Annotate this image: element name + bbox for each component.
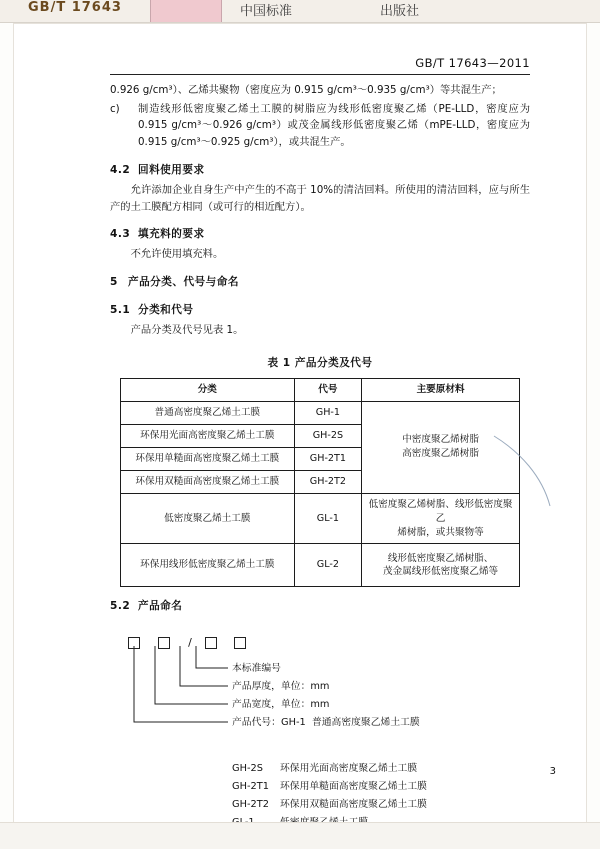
table-header-category: 分类 [121,379,295,402]
section-number-5-1: 5.1 [110,304,131,317]
material-line-2: 高密度聚乙烯树脂 [402,448,479,460]
cell-category: 环保用光面高密度聚乙烯土工膜 [121,424,295,447]
cell-code: GH-2T2 [294,470,362,493]
cell-material [362,493,520,544]
table-row [121,402,520,425]
section-heading-4-3 [110,226,530,243]
section-title-5-2: 产品命名 [138,600,183,613]
scan-strip-3: 中国标准 [240,4,293,19]
scan-top-edge [0,0,600,23]
product-classification-table [120,378,520,587]
cell-code: GH-2T1 [294,447,362,470]
header-rule [110,74,530,75]
section-heading-5-2 [110,598,530,615]
cell-code: GH-2S [294,424,362,447]
naming-callout-code-label [232,715,420,731]
table-row [121,493,520,544]
product-naming-diagram [110,630,530,840]
cell-category: 环保用双糙面高密度聚乙烯土工膜 [121,470,295,493]
section-title-4-3: 填充料的要求 [138,228,205,241]
section-body-5-1: 产品分类及代号见表 1。 [130,324,244,337]
cell-category: 环保用线形低密度聚乙烯土工膜 [121,544,295,587]
cell-code: GL-2 [294,544,362,587]
naming-code: GH-2T2 [232,798,269,810]
scan-bottom-edge [0,822,600,849]
cell-material [362,544,520,587]
section-heading-5 [110,274,530,291]
cell-category: 低密度聚乙烯土工膜 [121,493,295,544]
list-item-c [110,101,530,151]
section-number-5-2: 5.2 [110,600,131,613]
section-heading-5-1 [110,302,530,319]
material-line-2: 烯树脂，或共聚物等 [397,526,484,538]
section-title-5-1: 分类和代号 [138,304,194,317]
cell-code: GL-1 [294,493,362,544]
scan-strip-1: GB/T 17643 [28,0,122,15]
table-header-code: 代号 [294,379,362,402]
naming-code-desc: 环保用双糙面高密度聚乙烯土工膜 [280,798,427,810]
naming-code-prefix: 产品代号： [232,716,281,728]
table-header-material: 主要原材料 [362,379,520,402]
material-line-1: 线形低密度聚乙烯树脂、 [387,552,494,564]
section-title-5: 产品分类、代号与命名 [128,276,239,289]
continuation-paragraph: 0.926 g/cm³）、乙烯共聚物（密度应为 0.915 g/cm³～0.935 g/cm³）等共混生产； [110,84,502,96]
material-line-1: 低密度聚乙烯树脂、线形低密度聚乙 [368,498,513,524]
list-marker-c: c) [110,102,120,115]
scan-strip-2 [150,0,222,22]
cell-category: 普通高密度聚乙烯土工膜 [121,402,295,425]
section-number-5: 5 [110,276,118,289]
document-body [110,82,530,840]
naming-slash: / [188,635,196,649]
naming-code-desc: 环保用光面高密度聚乙烯土工膜 [280,762,418,774]
naming-callout-thickness: 产品厚度，单位：mm [232,680,330,692]
cell-category: 环保用单糙面高密度聚乙烯土工膜 [121,447,295,470]
table-header-row [121,379,520,402]
table-row [121,544,520,587]
page-number: 3 [549,766,556,777]
naming-code: GH-2T1 [232,780,269,792]
naming-code-item [232,796,427,814]
material-line-2: 茂金属线形低密度聚乙烯等 [383,566,499,578]
naming-code-item [232,760,427,778]
naming-code-desc: 环保用单糙面高密度聚乙烯土工膜 [280,780,427,792]
list-text-c: 制造线形低密度聚乙烯土工膜的树脂应为线形低密度聚乙烯（PE-LLD，密度应为 0.915 g/cm³～0.926 g/cm³）或茂金属线形低密度聚乙烯（mPE-LLD，密度应为 0.915 g/cm³～0.925 g/cm³），或共混生产。 [138,102,530,149]
section-heading-4-2 [110,162,530,179]
naming-code-first: GH-1 [280,716,306,728]
section-body-4-3: 不允许使用填充料。 [130,248,224,261]
section-title-4-2: 回料使用要求 [138,163,205,176]
cell-material-group-1 [362,402,520,494]
scan-strip-4: 出版社 [380,4,420,19]
section-body-4-2: 允许添加企业自身生产中产生的不高于 10%的清洁回料。所使用的清洁回料，应与所生产的土工膜配方相同（或可行的相近配方）。 [110,183,530,213]
table-caption: 表 1 产品分类及代号 [267,357,373,369]
section-number-4-3: 4.3 [110,228,131,241]
material-line-1: 中密度聚乙烯树脂 [402,434,479,446]
naming-code-first-desc: 普通高密度聚乙烯土工膜 [311,716,420,728]
naming-code: GH-2S [232,762,263,774]
section-number-4-2: 4.2 [110,163,131,176]
cell-code: GH-1 [294,402,362,425]
naming-callout-width: 产品宽度，单位：mm [232,698,330,710]
naming-code-item [232,778,427,796]
naming-callout-standard-number: 本标准编号 [232,662,281,674]
page-header-standard-id: GB/T 17643—2011 [415,56,530,70]
